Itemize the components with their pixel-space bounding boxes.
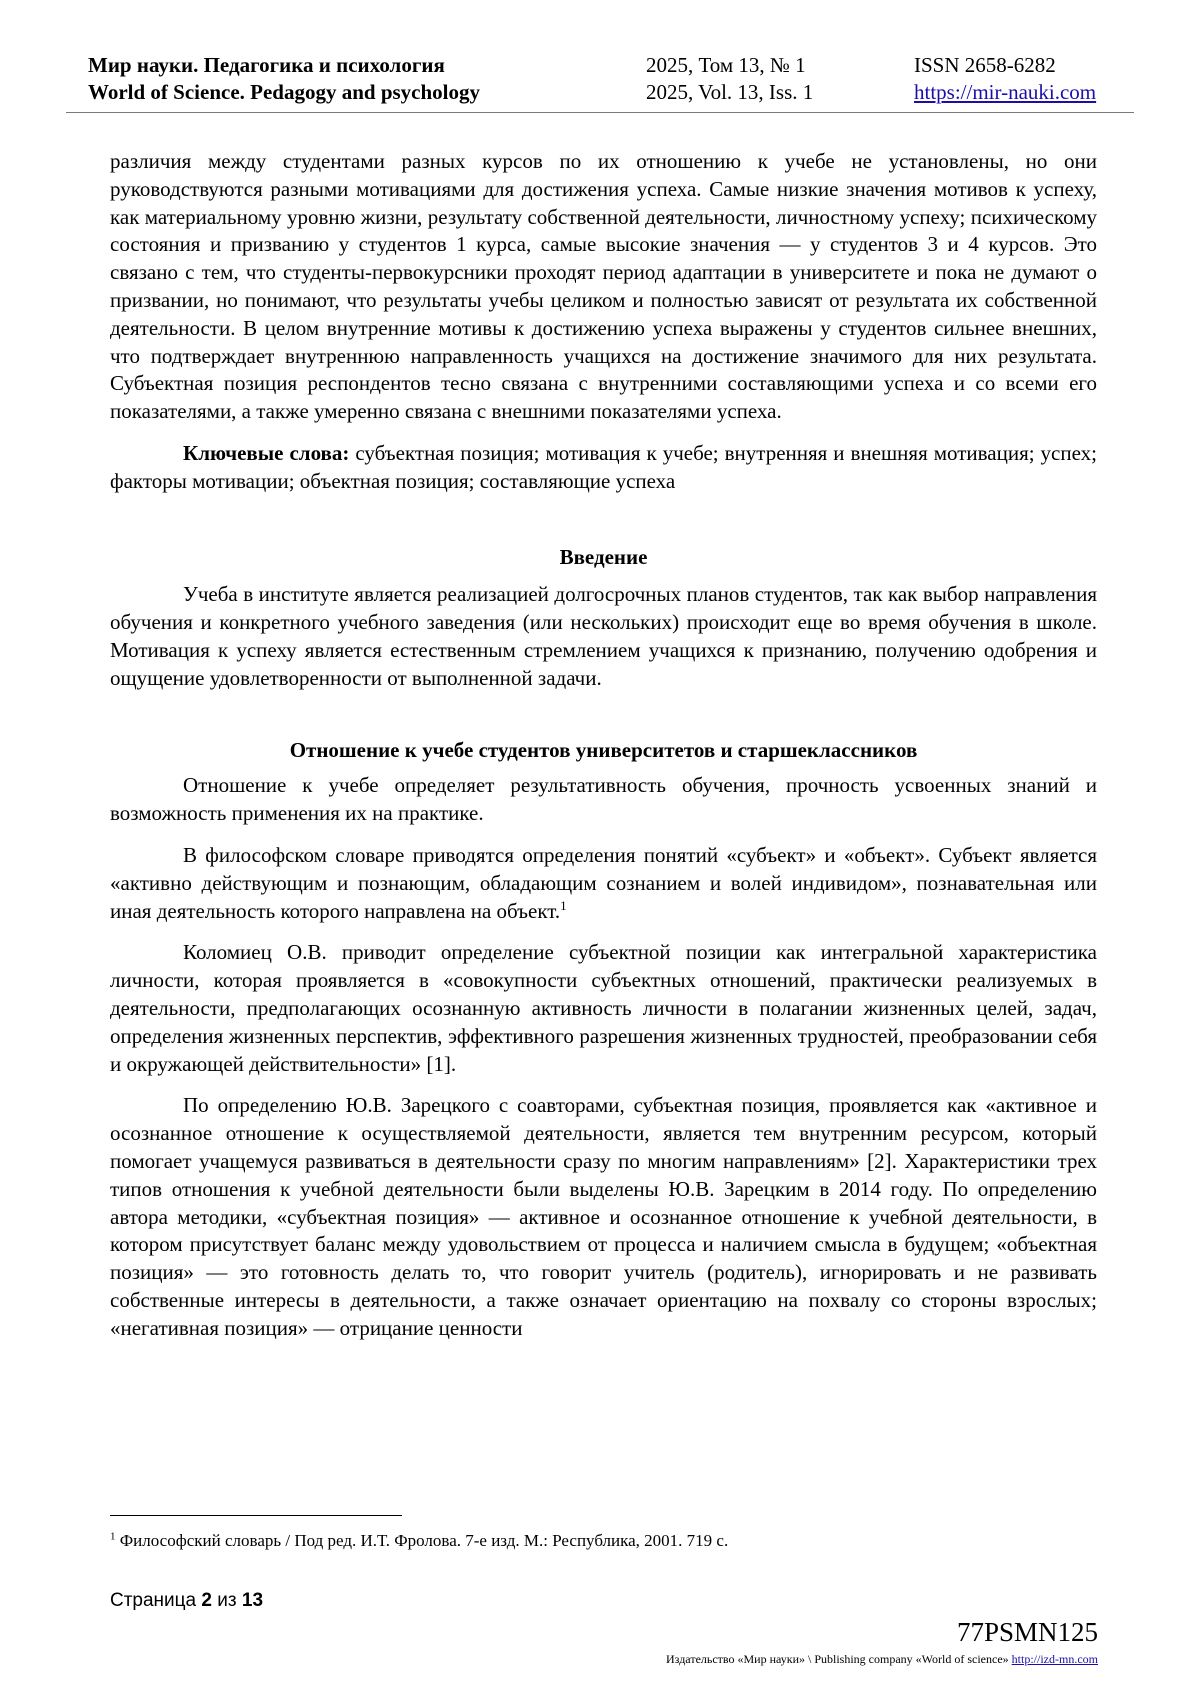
page-number [110, 1590, 263, 1612]
intro-paragraph: Учеба в институте является реализацией долгосрочных планов студентов, так как выбор направления обучения и конкретного учебного заведения (или нескольких) происходит еще во время обучения в школе. Мотивация к успеху является естественным стремлением учащихся к признанию, получению одобрения и ощущение удовлетворенности от выполненной задачи. [110, 582, 1097, 690]
issue-en: 2025, Vol. 13, Iss. 1 [646, 80, 814, 104]
issn-block [914, 52, 1096, 106]
page-number-prefix: Страница [110, 1590, 197, 1611]
paragraph-philosophy-text: В философском словаре приводятся определения понятий «субъект» и «объект». Субъект является «активно действующим и познающим, обладающим сознанием и волей индивидом», познавательная или иная деятельность которого направлена на объект. [110, 842, 1097, 923]
paragraph-attitude: Отношение к учебе определяет результативность обучения, прочность усвоенных знаний и возможность применения их на практике. [110, 773, 1097, 826]
paragraph-kolomiets: Коломиец О.В. приводит определение субъектной позиции как интегральной характеристика личности, которая проявляется в «совокупности субъектных отношений, практически реализуемых в деятельности, предполагающих осознанную активность личности в полагании жизненных целей, задач, определения жизненных перспектив, эффективного разрешения жизненных трудностей, преобразовании себя и окружающей действительности» [1]. [110, 940, 1097, 1076]
journal-title-en: World of Science. Pedagogy and psychology [88, 80, 481, 104]
keywords-label: Ключевые слова: [183, 440, 350, 465]
publisher-line [666, 1652, 1098, 1667]
journal-title-ru: Мир науки. Педагогика и психология [88, 53, 445, 77]
heading-introduction: Введение [559, 544, 648, 569]
journal-url-link[interactable]: https://mir-nauki.com [914, 80, 1097, 104]
issue-ru: 2025, Том 13, № 1 [646, 53, 806, 77]
footnote [110, 1530, 1097, 1552]
page-number-current: 2 [201, 1590, 212, 1611]
heading-attitude-to-study: Отношение к учебе студентов университетов и старшеклассников [289, 737, 918, 762]
footnote-text: Философский словарь / Под ред. И.Т. Фролова. 7-е изд. М.: Республика, 2001. 719 с. [115, 1531, 729, 1550]
page-number-separator: из [217, 1590, 237, 1611]
running-header [88, 52, 1120, 112]
footnote-mark: 1 [110, 1530, 116, 1543]
footnote-reference[interactable]: 1 [560, 897, 567, 913]
article-code: 77PSMN125 [956, 1617, 1098, 1647]
keywords-text: субъектная позиция; мотивация к учебе; внутренняя и внешняя мотивация; успех; факторы мотивации; объектная позиция; составляющие успеха [110, 440, 1097, 493]
paragraph-philosophy [110, 842, 1097, 925]
issue-info [646, 52, 813, 106]
paragraph-zaretsky: По определению Ю.В. Зарецкого с соавторами, субъектная позиция, проявляется как «активное и осознанное отношение к осуществляемой деятельности, является тем внутренним ресурсом, который помогает учащемуся развиваться в деятельности сразу по многим направлениям» [2]. Характеристики трех типов отношения к учебной деятельности были выделены Ю.В. Зарецким в 2014 году. По определению автора методики, «субъектная позиция» — активное и осознанное отношение к учебной деятельности, в котором присутствует баланс между удовольствием от процесса и наличием смысла в будущем; «объектная позиция» — это готовность делать то, что говорит учитель (родитель), игнорировать и не развивать собственные интересы в деятельности, а также означает ориентацию на похвалу со стороны взрослых; «негативная позиция» — отрицание ценности [110, 1093, 1097, 1340]
abstract-continuation: различия между студентами разных курсов по их отношению к учебе не установлены, но они руководствуются разными мотивациями для достижения успеха. Самые низкие значения мотивов к успеху, как материальному уровню жизни, результату собственной деятельности, личностному успеху; психическому состояния и призванию у студентов 1 курса, самые высокие значения — у студентов 3 и 4 курсов. Это связано с тем, что студенты-первокурсники проходят период адаптации в университете и пока не думают о призвании, но понимают, что результаты учебы целиком и полностью зависят от результата их собственной деятельности. В целом внутренние мотивы к достижению успеха выражены у студентов сильнее внешних, что подтверждает внутреннюю направленность учащихся на достижение значимого для них результата. Субъектная позиция респондентов тесно связана с внутренними составляющими успеха и со всеми его показателями, а также умеренно связана с внешними показателями успеха. [110, 149, 1097, 424]
journal-title [88, 52, 480, 106]
page-number-total: 13 [241, 1590, 264, 1611]
issn: ISSN 2658-6282 [914, 53, 1056, 77]
keywords [110, 440, 1097, 496]
publisher-url-link[interactable]: http://izd-mn.com [1011, 1652, 1098, 1666]
footnote-divider [110, 1515, 402, 1516]
article-body [110, 148, 1097, 1342]
header-divider [66, 112, 1134, 113]
publisher-text: Издательство «Мир науки» \ Publishing company «World of science» [666, 1652, 1009, 1666]
